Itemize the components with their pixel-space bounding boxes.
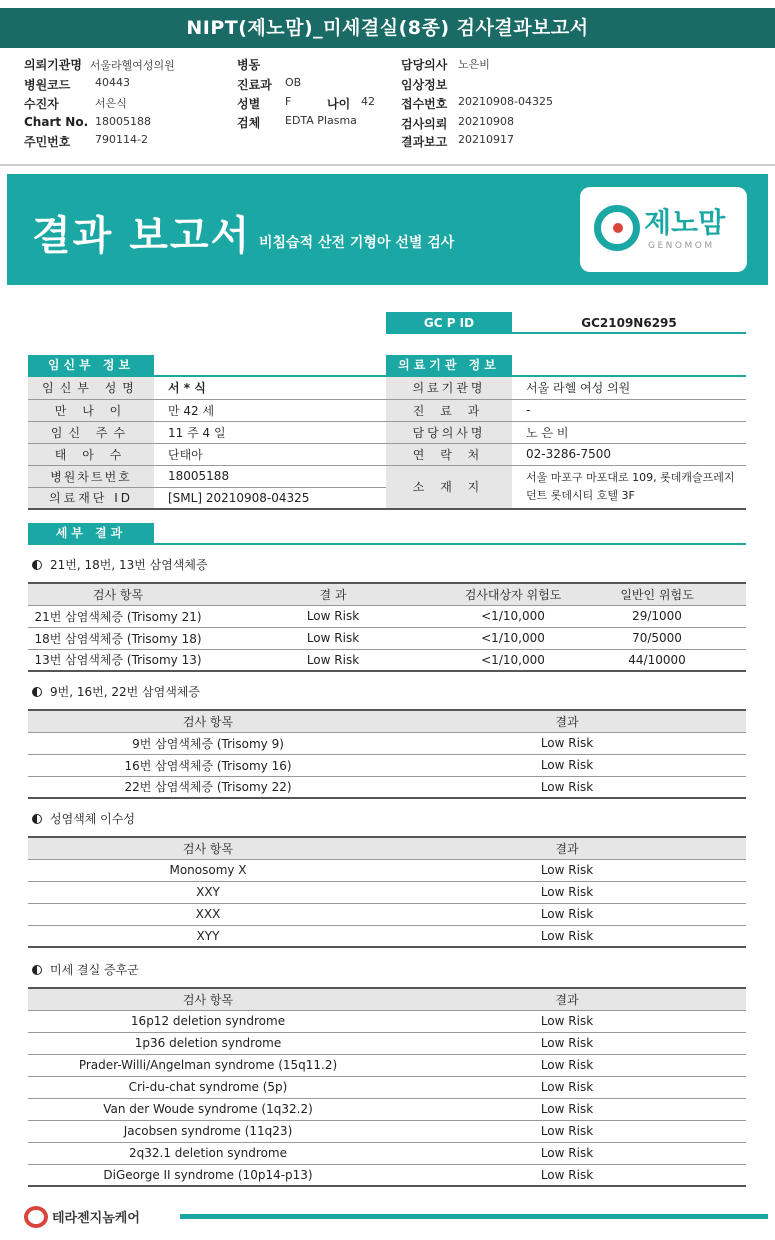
result-value: Low Risk — [388, 1010, 746, 1032]
header-label: 병동 — [237, 58, 261, 72]
header-label: 의뢰기관명 — [24, 58, 82, 72]
header-row — [24, 56, 175, 73]
header-value: 790114-2 — [95, 133, 148, 146]
table-row — [28, 859, 746, 881]
result-value: Low Risk — [388, 1054, 746, 1076]
column-header: 결과 — [388, 710, 746, 732]
trisomy-other-table — [28, 709, 746, 799]
header-label: 결과보고 — [401, 135, 448, 149]
info-value: [SML] 20210908-04325 — [154, 487, 388, 509]
header-label: 접수번호 — [401, 97, 448, 111]
column-header: 검사 항목 — [28, 710, 388, 732]
column-header: 일반인 위험도 — [568, 583, 746, 605]
header-row — [24, 133, 148, 150]
test-item: Jacobsen syndrome (11q23) — [28, 1120, 388, 1142]
section-heading — [32, 556, 208, 573]
subject-risk: <1/10,000 — [458, 605, 568, 627]
header-value: F — [285, 95, 292, 108]
column-header: 검사 항목 — [28, 583, 208, 605]
test-item: 1p36 deletion syndrome — [28, 1032, 388, 1054]
header-label: 진료과 — [237, 78, 272, 92]
patient-info-tab: 임신부 정보 — [28, 355, 154, 375]
header-label: 임상정보 — [401, 78, 448, 92]
result-value: Low Risk — [208, 605, 458, 627]
info-label: 의료재단 ID — [28, 487, 154, 509]
result-value: Low Risk — [388, 1120, 746, 1142]
table-row — [28, 1142, 746, 1164]
table-row — [28, 1164, 746, 1186]
section-heading-text: 9번, 16번, 22번 삼염색체증 — [50, 685, 200, 699]
header-row — [24, 76, 130, 93]
result-value: Low Risk — [388, 1142, 746, 1164]
table-row — [386, 377, 746, 399]
address-line-2: 던트 롯데시티 호텔 3F — [526, 488, 635, 502]
info-label: 임신부 성명 — [28, 377, 154, 399]
table-row — [28, 443, 388, 465]
section-heading — [32, 810, 135, 827]
test-item: DiGeorge II syndrome (10p14-p13) — [28, 1164, 388, 1186]
header-row — [401, 133, 514, 150]
info-value: 노 은 비 — [512, 421, 746, 443]
header-value: 노은비 — [458, 58, 490, 71]
detail-results-tab: 세부 결과 — [28, 523, 154, 543]
half-circle-icon — [32, 814, 42, 824]
info-value: 서울 라헬 여성 의원 — [512, 377, 746, 399]
population-risk: 44/10000 — [568, 649, 746, 671]
header-value: 20210908-04325 — [458, 95, 553, 108]
age-row — [327, 95, 375, 112]
header-value: EDTA Plasma — [285, 114, 357, 127]
info-value: - — [512, 399, 746, 421]
subject-risk: <1/10,000 — [458, 627, 568, 649]
test-item: XYY — [28, 925, 388, 947]
result-banner — [7, 174, 768, 285]
info-label: 연 락 처 — [386, 443, 512, 465]
header-row — [237, 114, 357, 131]
test-item: 22번 삼염색체증 (Trisomy 22) — [28, 776, 388, 798]
table-row — [28, 421, 388, 443]
header-row — [237, 56, 260, 73]
test-item: XXX — [28, 903, 388, 925]
info-label: 태 아 수 — [28, 443, 154, 465]
header-label: 성별 — [237, 97, 261, 111]
logo-name: 제노맘 — [644, 206, 726, 239]
result-value: Low Risk — [388, 881, 746, 903]
footer-bar — [180, 1214, 768, 1219]
header-row — [401, 115, 514, 132]
header-value: 20210917 — [458, 133, 514, 146]
table-header-row — [28, 710, 746, 732]
trisomy-main-table — [28, 582, 746, 672]
header-label: 담당의사 — [401, 58, 448, 72]
gcp-id-box — [386, 312, 746, 334]
header-value: 40443 — [95, 76, 130, 89]
result-value: Low Risk — [388, 1098, 746, 1120]
table-header-row — [28, 837, 746, 859]
result-value: Low Risk — [208, 649, 458, 671]
banner-title: 결과 보고서 — [32, 213, 252, 259]
result-value: Low Risk — [388, 732, 746, 754]
gcp-id-label: GC P ID — [386, 312, 512, 334]
table-row — [28, 1076, 746, 1098]
result-value: Low Risk — [388, 859, 746, 881]
result-value: Low Risk — [388, 1164, 746, 1186]
header-label: 검체 — [237, 116, 261, 130]
table-row — [28, 732, 746, 754]
column-header: 검사대상자 위험도 — [458, 583, 568, 605]
result-value: Low Risk — [388, 754, 746, 776]
company-logo — [24, 1206, 140, 1228]
banner-subtitle: 비침습적 산전 기형아 선별 검사 — [259, 235, 455, 251]
test-item: 13번 삼염색체증 (Trisomy 13) — [28, 649, 208, 671]
test-item: 9번 삼염색체증 (Trisomy 9) — [28, 732, 388, 754]
half-circle-icon — [32, 687, 42, 697]
table-row — [28, 649, 746, 671]
test-item: Prader-Willi/Angelman syndrome (15q11.2) — [28, 1054, 388, 1076]
table-row — [386, 465, 746, 509]
test-item: Van der Woude syndrome (1q32.2) — [28, 1098, 388, 1120]
info-value: 만 42 세 — [154, 399, 388, 421]
column-header: 검사 항목 — [28, 988, 388, 1010]
test-item: 16번 삼염색체증 (Trisomy 16) — [28, 754, 388, 776]
sex-chromosome-table — [28, 836, 746, 948]
table-row — [386, 399, 746, 421]
header-label: 검사의뢰 — [401, 117, 448, 131]
table-row — [28, 377, 388, 399]
test-item: Monosomy X — [28, 859, 388, 881]
address-line-1: 서울 마포구 마포대로 109, 롯데캐슬프레지 — [526, 470, 735, 484]
request-header — [0, 48, 775, 166]
result-value: Low Risk — [388, 1076, 746, 1098]
header-row — [401, 56, 490, 73]
gcp-id-value: GC2109N6295 — [581, 316, 677, 330]
result-value: Low Risk — [388, 903, 746, 925]
half-circle-icon — [32, 965, 42, 975]
genomom-logo-icon — [594, 205, 640, 251]
result-value: Low Risk — [388, 1032, 746, 1054]
section-heading-text: 미세 결실 증후군 — [50, 963, 139, 977]
clinic-info-table — [386, 377, 746, 510]
header-value: OB — [285, 76, 302, 89]
table-row — [28, 754, 746, 776]
header-value: 18005188 — [95, 115, 151, 128]
table-row — [386, 443, 746, 465]
info-value: 단태아 — [154, 443, 388, 465]
info-value: 02-3286-7500 — [512, 443, 746, 465]
column-header: 결과 — [388, 988, 746, 1010]
info-label: 병원차트번호 — [28, 465, 154, 487]
header-value: 42 — [361, 95, 375, 108]
subject-risk: <1/10,000 — [458, 649, 568, 671]
header-row — [401, 76, 447, 93]
header-value: 서은식 — [95, 97, 127, 110]
table-row — [28, 627, 746, 649]
header-row — [237, 76, 302, 93]
logo-sub: GENOMOM — [648, 241, 715, 251]
test-item: 16p12 deletion syndrome — [28, 1010, 388, 1032]
patient-info-table — [28, 377, 388, 510]
address-value — [512, 465, 746, 509]
test-item: XXY — [28, 881, 388, 903]
table-row — [28, 776, 746, 798]
column-header: 결과 — [388, 837, 746, 859]
test-item: 18번 삼염색체증 (Trisomy 18) — [28, 627, 208, 649]
table-row — [386, 421, 746, 443]
table-row — [28, 903, 746, 925]
table-row — [28, 881, 746, 903]
section-heading — [32, 683, 200, 700]
test-item: 21번 삼염색체증 (Trisomy 21) — [28, 605, 208, 627]
table-row — [28, 1054, 746, 1076]
result-value: Low Risk — [388, 776, 746, 798]
table-row — [28, 1098, 746, 1120]
table-row — [28, 1010, 746, 1032]
column-header: 결 과 — [208, 583, 458, 605]
header-row — [24, 115, 151, 129]
header-value: 서울라헬여성의원 — [89, 59, 175, 72]
table-row — [28, 925, 746, 947]
table-row — [28, 487, 388, 509]
info-value: 11 주 4 일 — [154, 421, 388, 443]
result-value: Low Risk — [388, 925, 746, 947]
header-row — [237, 95, 292, 112]
info-label: 담당의사명 — [386, 421, 512, 443]
table-header-row — [28, 988, 746, 1010]
test-item: Cri-du-chat syndrome (5p) — [28, 1076, 388, 1098]
table-row — [28, 1120, 746, 1142]
genomom-logo — [580, 187, 747, 272]
result-value: Low Risk — [208, 627, 458, 649]
table-row — [28, 465, 388, 487]
header-label: 병원코드 — [24, 78, 71, 92]
info-label: 임신 주수 — [28, 421, 154, 443]
header-label: 나이 — [327, 97, 351, 111]
table-row — [28, 399, 388, 421]
header-row — [401, 95, 553, 112]
header-label: 주민번호 — [24, 135, 71, 149]
test-item: 2q32.1 deletion syndrome — [28, 1142, 388, 1164]
table-row — [28, 605, 746, 627]
header-value: 20210908 — [458, 115, 514, 128]
company-logo-icon — [24, 1206, 48, 1228]
header-label: Chart No. — [24, 115, 89, 129]
report-title: NIPT(제노맘)_미세결실(8종) 검사결과보고서 — [0, 8, 775, 48]
microdeletion-table — [28, 987, 746, 1187]
population-risk: 29/1000 — [568, 605, 746, 627]
column-header: 검사 항목 — [28, 837, 388, 859]
company-name: 테라젠지놈케어 — [52, 1211, 140, 1226]
header-row — [24, 95, 127, 112]
section-divider — [28, 543, 746, 545]
info-label: 의료기관명 — [386, 377, 512, 399]
table-row — [28, 1032, 746, 1054]
info-label: 진 료 과 — [386, 399, 512, 421]
section-heading-text: 성염색체 이수성 — [50, 812, 135, 826]
section-heading-text: 21번, 18번, 13번 삼염색체증 — [50, 558, 208, 572]
half-circle-icon — [32, 560, 42, 570]
table-header-row — [28, 583, 746, 605]
info-value: 서 * 식 — [154, 377, 388, 399]
clinic-info-tab: 의료기관 정보 — [386, 355, 512, 375]
header-label: 수진자 — [24, 97, 59, 111]
info-value: 18005188 — [154, 465, 388, 487]
section-heading — [32, 961, 139, 978]
info-label: 만 나 이 — [28, 399, 154, 421]
population-risk: 70/5000 — [568, 627, 746, 649]
info-label: 소 재 지 — [386, 465, 512, 509]
